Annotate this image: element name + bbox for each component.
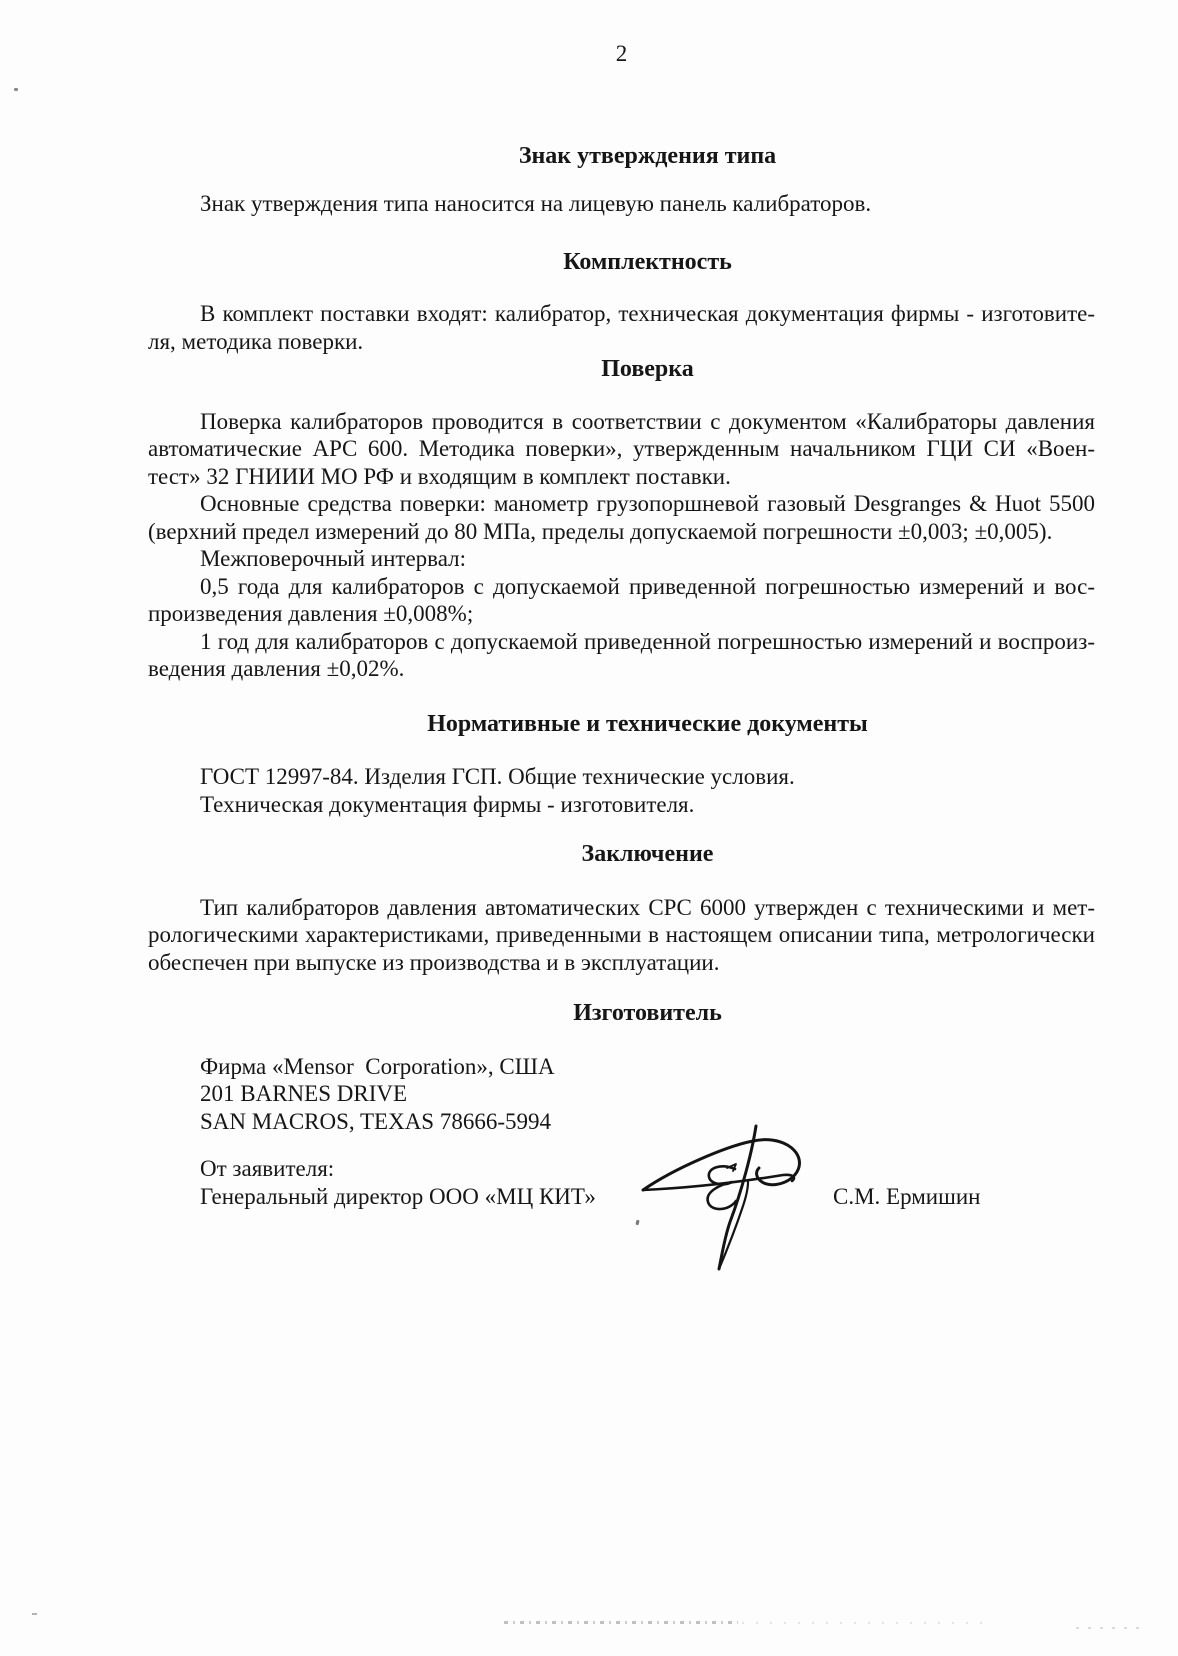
address-line: SAN MACROS, TEXAS 78666-5994	[200, 1108, 552, 1134]
signer-name: С.М. Ермишин	[833, 1183, 981, 1209]
paragraph-line: произведения давления ±0,008%;	[148, 601, 474, 626]
paragraph-conclusion	[148, 894, 1095, 977]
paragraph-line: Межповерочный интервал:	[200, 546, 466, 571]
applicant-label: От заявителя:	[200, 1156, 335, 1181]
section-heading-type-approval: Знак утверждения типа	[518, 142, 777, 169]
paragraph-line: 0,5 года для калибраторов с допускаемой приведенной погрешностью измерений и вос-	[200, 573, 1095, 599]
address-line: Фирма «Mensor Corporation», США	[200, 1053, 555, 1079]
paragraph-normative-docs	[148, 763, 1095, 818]
paragraph-line: Поверка калибраторов проводится в соответствии с документом «Калибраторы давления	[200, 408, 1095, 434]
scan-artifact-line	[504, 1621, 738, 1624]
signature-icon	[635, 1122, 815, 1272]
scan-speck	[32, 1613, 37, 1615]
manufacturer-address	[148, 1053, 1095, 1136]
section-heading-conclusion: Заключение	[581, 841, 714, 867]
address-line: 201 BARNES DRIVE	[200, 1081, 408, 1106]
paragraph-verification	[148, 408, 1095, 683]
paragraph-line: Основные средства поверки: манометр грузопоршневой газовый Desgranges & Huot 5500	[200, 491, 1095, 516]
section-heading-manufacturer: Изготовитель	[573, 1000, 722, 1026]
paragraph-line: ведения давления ±0,02%.	[148, 656, 405, 681]
section-heading-normative-docs: Нормативные и технические документы	[427, 710, 868, 737]
paragraph-line: Тип калибраторов давления автоматических CPC 6000 утвержден с техническими и мет-	[200, 894, 1095, 920]
paragraph-line: рологическими характеристиками, приведенными в настоящем описании типа, метрологически	[148, 922, 1095, 947]
scan-artifact-line	[742, 1622, 982, 1624]
paragraph-line: автоматические APC 600. Методика поверки», утвержденным начальником ГЦИ СИ «Воен-	[148, 436, 1095, 461]
paragraph-line: Знак утверждения типа наносится на лицевую панель калибраторов.	[200, 191, 872, 216]
paragraph-line: тест» 32 ГНИИИ МО РФ и входящим в комплект поставки.	[148, 463, 731, 489]
applicant-block	[148, 1155, 1095, 1210]
paragraph-completeness	[148, 300, 1095, 355]
paragraph-line: ГОСТ 12997-84. Изделия ГСП. Общие технические условия.	[200, 764, 795, 789]
paragraph-line: В комплект поставки входят: калибратор, техническая документация фирмы - изготовите-	[200, 301, 1095, 326]
signer-row	[148, 1183, 1095, 1211]
paragraph-line: (верхний предел измерений до 80 МПа, пределы допускаемой погрешности ±0,003; ±0,005).	[148, 518, 1053, 544]
paragraph-line: Техническая документация фирмы - изготовителя.	[200, 791, 695, 817]
section-heading-verification: Поверка	[601, 356, 694, 382]
paragraph-line: обеспечен при выпуске из производства и в эксплуатации.	[148, 949, 720, 975]
paragraph-line: 1 год для калибраторов с допускаемой приведенной погрешностью измерений и воспроиз-	[200, 628, 1095, 654]
scan-artifact-line	[1076, 1627, 1140, 1629]
applicant-title: Генеральный директор ООО «МЦ КИТ»	[200, 1183, 596, 1209]
paragraph-type-approval	[148, 190, 1095, 218]
paragraph-line: ля, методика поверки.	[148, 328, 364, 354]
page-number: 2	[615, 41, 628, 66]
section-heading-completeness: Комплектность	[563, 248, 732, 275]
